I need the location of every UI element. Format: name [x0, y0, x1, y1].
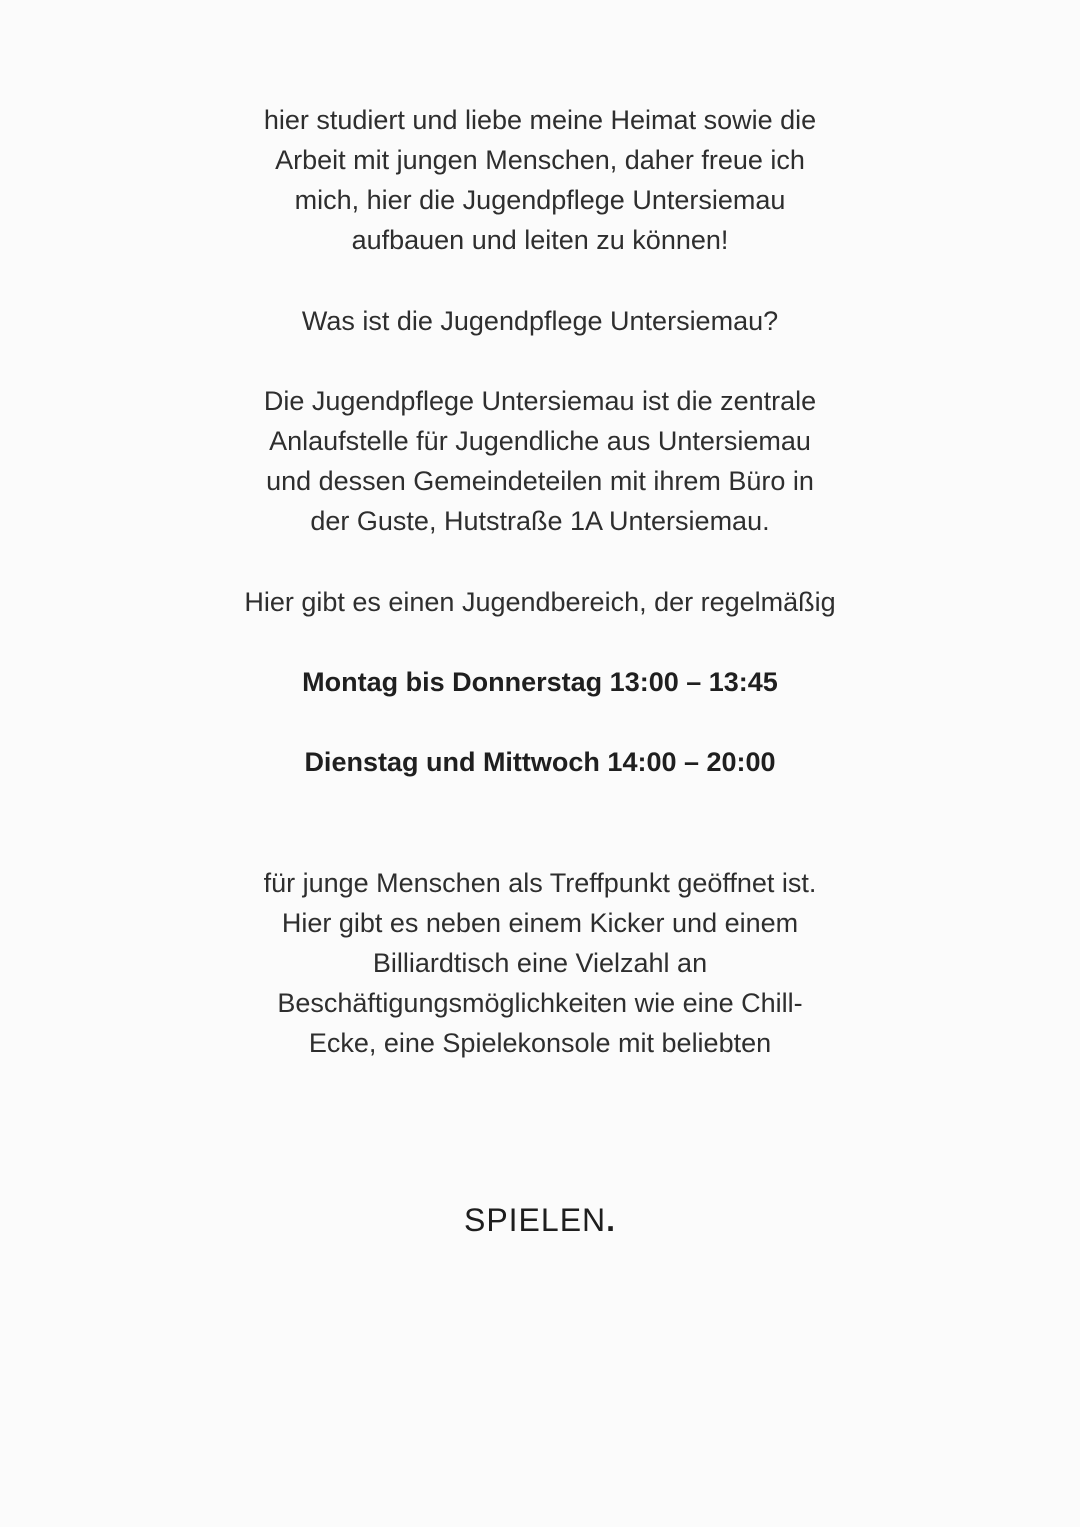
question-text: Was ist die Jugendpflege Untersiemau? — [301, 306, 779, 336]
offer-paragraph — [190, 863, 890, 1063]
opening-hours-weekdays — [190, 662, 890, 702]
section-heading-spielen — [0, 1202, 1080, 1239]
intro-line: aufbauen und leiten zu können! — [351, 225, 729, 255]
section-heading-dot: . — [606, 1202, 617, 1238]
offer-line: für junge Menschen als Treffpunkt geöffnet ist. — [263, 868, 817, 898]
intro-line: Arbeit mit jungen Menschen, daher freue ich — [275, 145, 805, 175]
section-heading-word: SPIELEN — [463, 1202, 607, 1238]
hours-line: Montag bis Donnerstag 13:00 – 13:45 — [302, 667, 778, 697]
intro-line: hier studiert und liebe meine Heimat sowie die — [263, 105, 817, 135]
question-heading — [190, 301, 890, 341]
opening-hours-tue-wed — [190, 742, 890, 782]
description-line: der Guste, Hutstraße 1A Untersiemau. — [310, 506, 770, 536]
offer-line: Hier gibt es neben einem Kicker und einem — [281, 908, 799, 938]
offer-line: Billiardtisch eine Vielzahl an — [372, 948, 708, 978]
description-line: und dessen Gemeindeteilen mit ihrem Büro in — [266, 466, 814, 496]
hours-line: Dienstag und Mittwoch 14:00 – 20:00 — [304, 747, 776, 777]
description-line: Die Jugendpflege Untersiemau ist die zentrale — [263, 386, 817, 416]
youth-area-paragraph — [190, 582, 890, 622]
description-paragraph — [190, 381, 890, 541]
offer-line: Ecke, eine Spielekonsole mit beliebten — [308, 1028, 772, 1058]
description-line: Anlaufstelle für Jugendliche aus Untersiemau — [269, 426, 811, 456]
intro-paragraph — [190, 100, 890, 260]
youth-area-text: Hier gibt es einen Jugendbereich, der regelmäßig — [244, 587, 836, 617]
offer-line: Beschäftigungsmöglichkeiten wie eine Chill- — [277, 988, 803, 1018]
intro-line: mich, hier die Jugendpflege Untersiemau — [294, 185, 786, 215]
